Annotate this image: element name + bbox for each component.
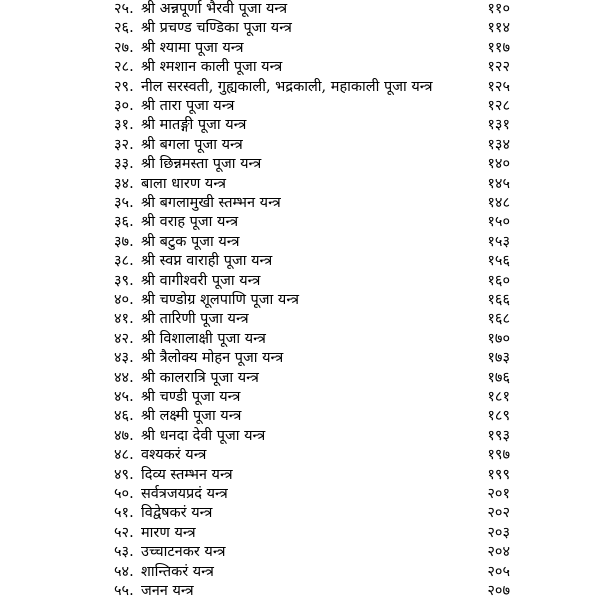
toc-entry [0,485,600,504]
toc-entry-title: सर्वत्रजयप्रदं यन्त्र [141,486,228,502]
toc-entry [0,175,600,194]
toc-entry [0,427,600,446]
toc-entry-page: १८९ [487,408,510,425]
toc-entry [0,19,600,38]
toc-entry [0,116,600,135]
toc-entry-number: ३३. [114,156,134,173]
toc-entry-number: ३८. [114,253,134,270]
toc-entry-number: ३१. [114,117,134,134]
toc-entry-page: १३४ [487,136,510,153]
toc-entry-title: श्री मातङ्गी पूजा यन्त्र [141,117,247,134]
toc-entry [0,310,600,329]
toc-entry-title: मारण यन्त्र [141,524,196,541]
toc-entry-number: ४४. [114,369,134,386]
toc-entry-number: ३४. [114,175,134,192]
toc-entry-page: १९९ [487,466,510,483]
toc-entry-number: ४५. [114,389,134,405]
toc-entry [0,369,600,388]
toc-entry-title: श्री श्यामा पूजा यन्त्र [141,39,244,56]
toc-entry [0,446,600,465]
toc-entry-title: दिव्य स्तम्भन यन्त्र [141,466,233,483]
toc-entry-number: ५०. [114,486,134,502]
toc-entry-title: श्री वागीश्वरी पूजा यन्त्र [141,272,261,289]
toc-entry-title: श्री तारिणी पूजा यन्त्र [141,311,249,328]
toc-entry-number: ३९. [114,272,134,289]
toc-entry-page: ११७ [487,39,510,56]
toc-entry [0,291,600,310]
toc-entry-page: ११४ [487,20,510,37]
toc-entry-page: २०१ [487,486,510,502]
toc-entry-title: श्री कालरात्रि पूजा यन्त्र [141,369,259,386]
toc-entry-page: १५० [487,214,510,231]
toc-entry [0,97,600,116]
toc-entry-page: १४८ [487,195,510,211]
toc-entry-page: १५३ [487,233,510,250]
toc-entry-page: २०७ [487,583,510,599]
toc-entry [0,39,600,58]
toc-entry-title: शान्तिकरं यन्त्र [141,563,214,580]
toc-entry-title: नील सरस्वती, गुह्यकाली, भद्रकाली, महाकाली पूजा यन्त्र [141,78,433,95]
toc-entry-page: १७३ [487,350,510,367]
toc-entry [0,543,600,562]
toc-entry-title: उच्चाटनकर यन्त्र [141,544,226,561]
toc-entry-number: ३२. [114,136,134,153]
toc-entry [0,213,600,232]
toc-entry-page: १६८ [487,311,510,328]
toc-entry-number: ५४. [114,563,134,580]
toc-entry-title: श्री धनदा देवी पूजा यन्त्र [141,427,266,444]
toc-entry-number: ४३. [114,350,134,367]
toc-entry-title: जनन यन्त्र [141,583,194,599]
toc-entry-title: श्री स्वप्न वाराही पूजा यन्त्र [141,253,273,270]
toc-entry-page: १९३ [487,427,510,444]
toc-entry [0,407,600,426]
toc-entry-number: ४८. [114,447,134,464]
toc-entry-page: १७६ [487,369,510,386]
toc-entry-number: २८. [114,59,134,76]
toc-entry [0,78,600,97]
toc-entry-page: १३१ [487,117,510,134]
toc-entry-page: १२८ [487,98,510,114]
toc-entry-title: श्री बटुक पूजा यन्त्र [141,233,240,250]
toc-entry-number: ३६. [114,214,134,231]
toc-entry-page: १४५ [487,175,510,192]
toc-entry [0,582,600,601]
toc-entry-number: ४७. [114,427,134,444]
toc-entry-title: श्री चण्डी पूजा यन्त्र [141,389,241,405]
toc-entry-number: ५२. [114,524,134,541]
toc-entry-page: ११० [487,1,510,17]
toc-entry-page: १६६ [487,292,510,308]
toc-entry-title: श्री श्मशान काली पूजा यन्त्र [141,59,283,76]
toc-entry-page: १६० [487,272,510,289]
toc-entry [0,504,600,523]
toc-entry-title: श्री चण्डोग्र शूलपाणि पूजा यन्त्र [141,292,300,308]
toc-entry [0,252,600,271]
toc-entry-page: २०४ [487,544,510,561]
toc-entry-page: १२२ [487,59,510,76]
toc-entry-page: २०५ [487,563,510,580]
toc-entry-number: ३५. [114,195,134,211]
toc-entry-page: १४० [487,156,510,173]
toc-entry-number: ४१. [114,311,134,328]
toc-entry-number: ३७. [114,233,134,250]
toc-entry-title: श्री वराह पूजा यन्त्र [141,214,239,231]
toc-entry-number: २५. [114,1,134,17]
toc-entry-number: ४६. [114,408,134,425]
toc-entry-page: १८१ [487,389,510,405]
toc-entry [0,155,600,174]
toc-entry-number: ५३. [114,544,134,561]
toc-entry-page: २०२ [487,505,510,522]
toc-entry-title: विद्वेषकरं यन्त्र [141,505,213,522]
toc-entry-page: १२५ [487,78,510,95]
toc-entry-page: १७० [487,330,510,347]
toc-entry-page: २०३ [487,524,510,541]
toc-entry [0,0,600,19]
toc-entry [0,330,600,349]
toc-entry-title: श्री प्रचण्ड चण्डिका पूजा यन्त्र [141,20,292,37]
toc-entry [0,136,600,155]
toc-entry-title: श्री बगलामुखी स्तम्भन यन्त्र [141,195,281,211]
toc-entry-title: श्री छिन्नमस्ता पूजा यन्त्र [141,156,262,173]
toc-entry-number: ५५. [114,583,134,599]
toc-entry-title: श्री विशालाक्षी पूजा यन्त्र [141,330,266,347]
toc-entry-number: २६. [114,20,134,37]
toc-entry [0,563,600,582]
toc-entry-title: श्री अन्नपूर्णा भैरवी पूजा यन्त्र [141,1,288,17]
toc-entry [0,466,600,485]
toc-entry-page: १९७ [487,447,510,464]
toc-entry-number: ५१. [114,505,134,522]
toc-entry-number: ४०. [114,292,134,308]
toc-entry-title: वश्यकरं यन्त्र [141,447,207,464]
toc-entry [0,272,600,291]
toc-entry-number: २९. [114,78,134,95]
toc-entry-number: ३०. [114,98,134,114]
toc-entry [0,524,600,543]
toc-entry [0,194,600,213]
toc-entry-title: श्री त्रैलोक्य मोहन पूजा यन्त्र [141,350,284,367]
toc-entry [0,233,600,252]
toc-entry-title: श्री लक्ष्मी पूजा यन्त्र [141,408,242,425]
toc-entry-number: ४२. [114,330,134,347]
toc-entry-page: १५६ [487,253,510,270]
toc-entry-number: २७. [114,39,134,56]
toc-entry-title: श्री तारा पूजा यन्त्र [141,98,235,114]
toc-entry-number: ४९. [114,466,134,483]
toc-entry [0,349,600,368]
toc-entry [0,388,600,407]
toc-entry-title: बाला धारण यन्त्र [141,175,227,192]
toc-entry-title: श्री बगला पूजा यन्त्र [141,136,243,153]
toc-entry [0,58,600,77]
